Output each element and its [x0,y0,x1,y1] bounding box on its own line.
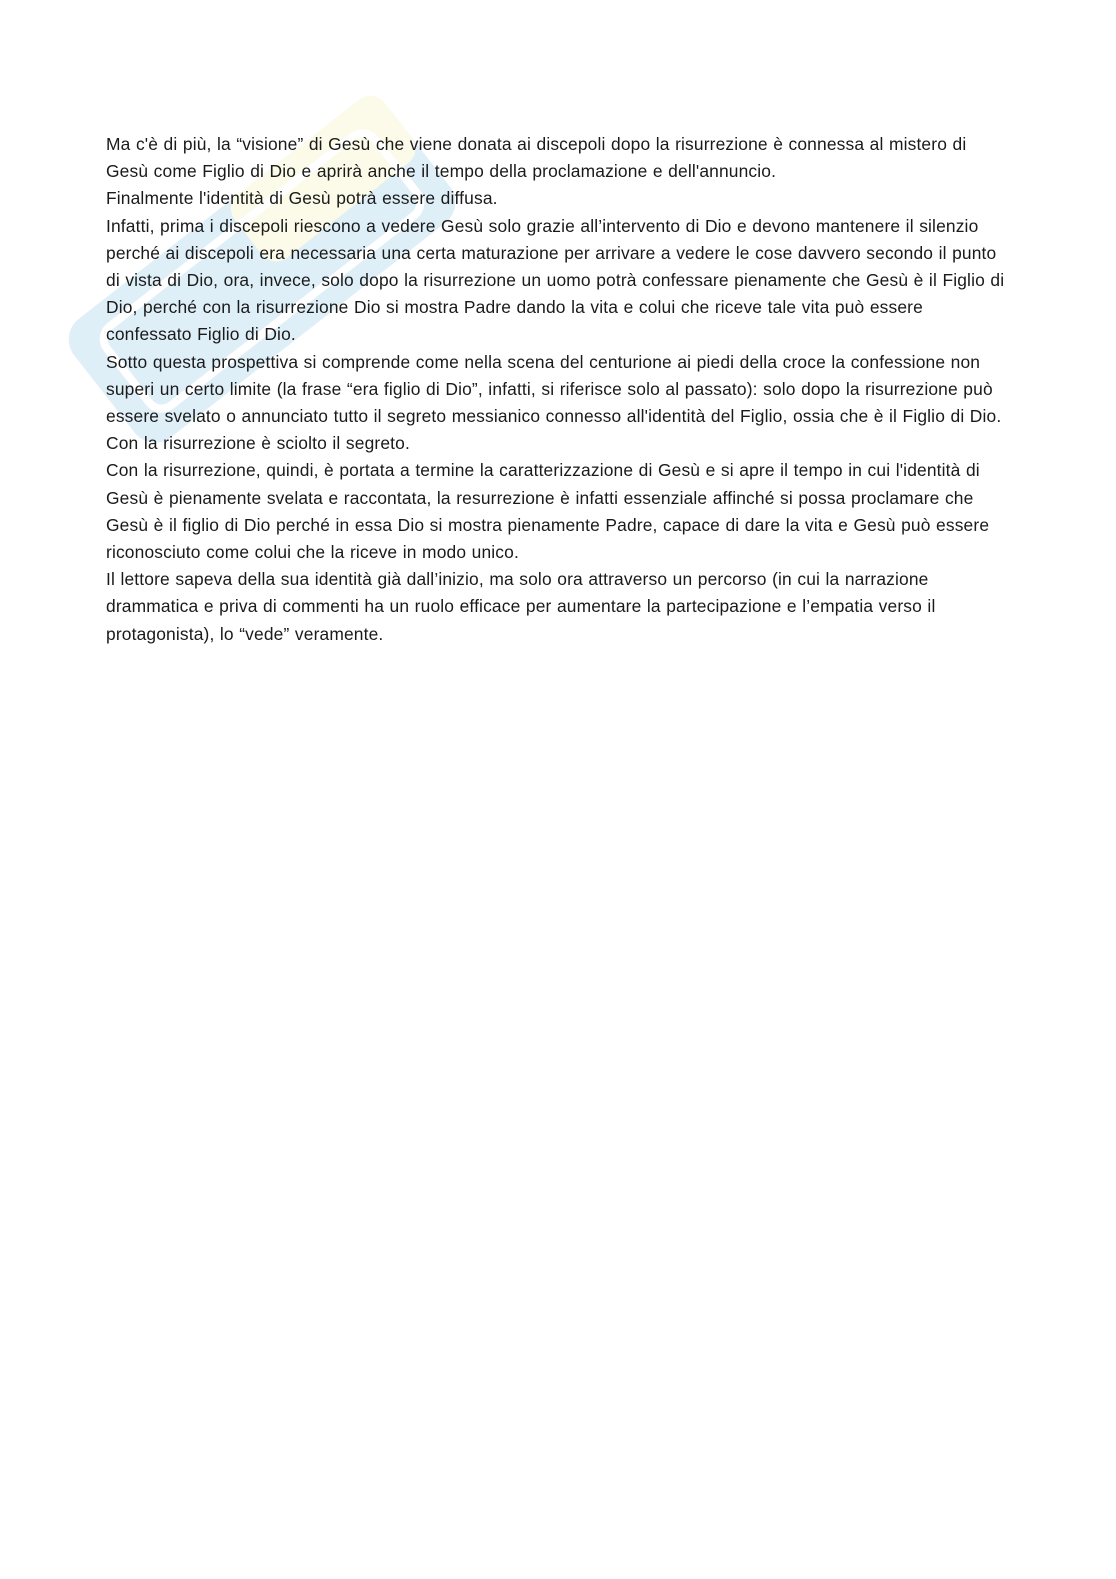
paragraph-4: Sotto questa prospettiva si comprende come nella scena del centurione ai piedi della croce la confessione non superi un certo limite (la frase “era figlio di Dio”, infatti, si riferisce solo al passato): solo dopo la risurrezione può essere svelato o annunciato tutto il segreto messianico connesso all'identità del Figlio, ossia che è il Figlio di Dio. [106,351,1002,427]
paragraph-1: Ma c'è di più, la “visione” di Gesù che viene donata ai discepoli dopo la risurrezione è connessa al mistero di Gesù come Figlio di Dio e aprirà anche il tempo della proclamazione e dell'annuncio. [106,134,967,182]
paragraph-2: Finalmente l'identità di Gesù potrà essere diffusa. [106,188,498,209]
paragraph-5: Con la risurrezione è sciolto il segreto. [106,433,410,454]
paragraph-6: Con la risurrezione, quindi, è portata a termine la caratterizzazione di Gesù e si apre il tempo in cui l'identità di Gesù è pienamente svelata e raccontata, la resurrezione è infatti essenziale affinché si possa proclamare che Gesù è il figlio di Dio perché in essa Dio si mostra pienamente Padre, capace di dare la vita e Gesù può essere riconosciuto come colui che la riceve in modo unico. [106,460,990,563]
paragraph-7: Il lettore sapeva della sua identità già dall’inizio, ma solo ora attraverso un percorso (in cui la narrazione drammatica e priva di commenti ha un ruolo efficace per aumentare la partecipazione e l’empatia verso il protagonista), lo “vede” veramente. [106,569,936,644]
paragraph-3: Infatti, prima i discepoli riescono a vedere Gesù solo grazie all’intervento di Dio e devono mantenere il silenzio perché ai discepoli era necessaria una certa maturazione per arrivare a vedere le cose davvero secondo il punto di vista di Dio, ora, invece, solo dopo la risurrezione un uomo potrà confessare pienamente che Gesù è il Figlio di Dio, perché con la risurrezione Dio si mostra Padre dando la vita e colui che riceve tale vita può essere confessato Figlio di Dio. [106,215,1005,345]
document-page [106,131,1011,648]
